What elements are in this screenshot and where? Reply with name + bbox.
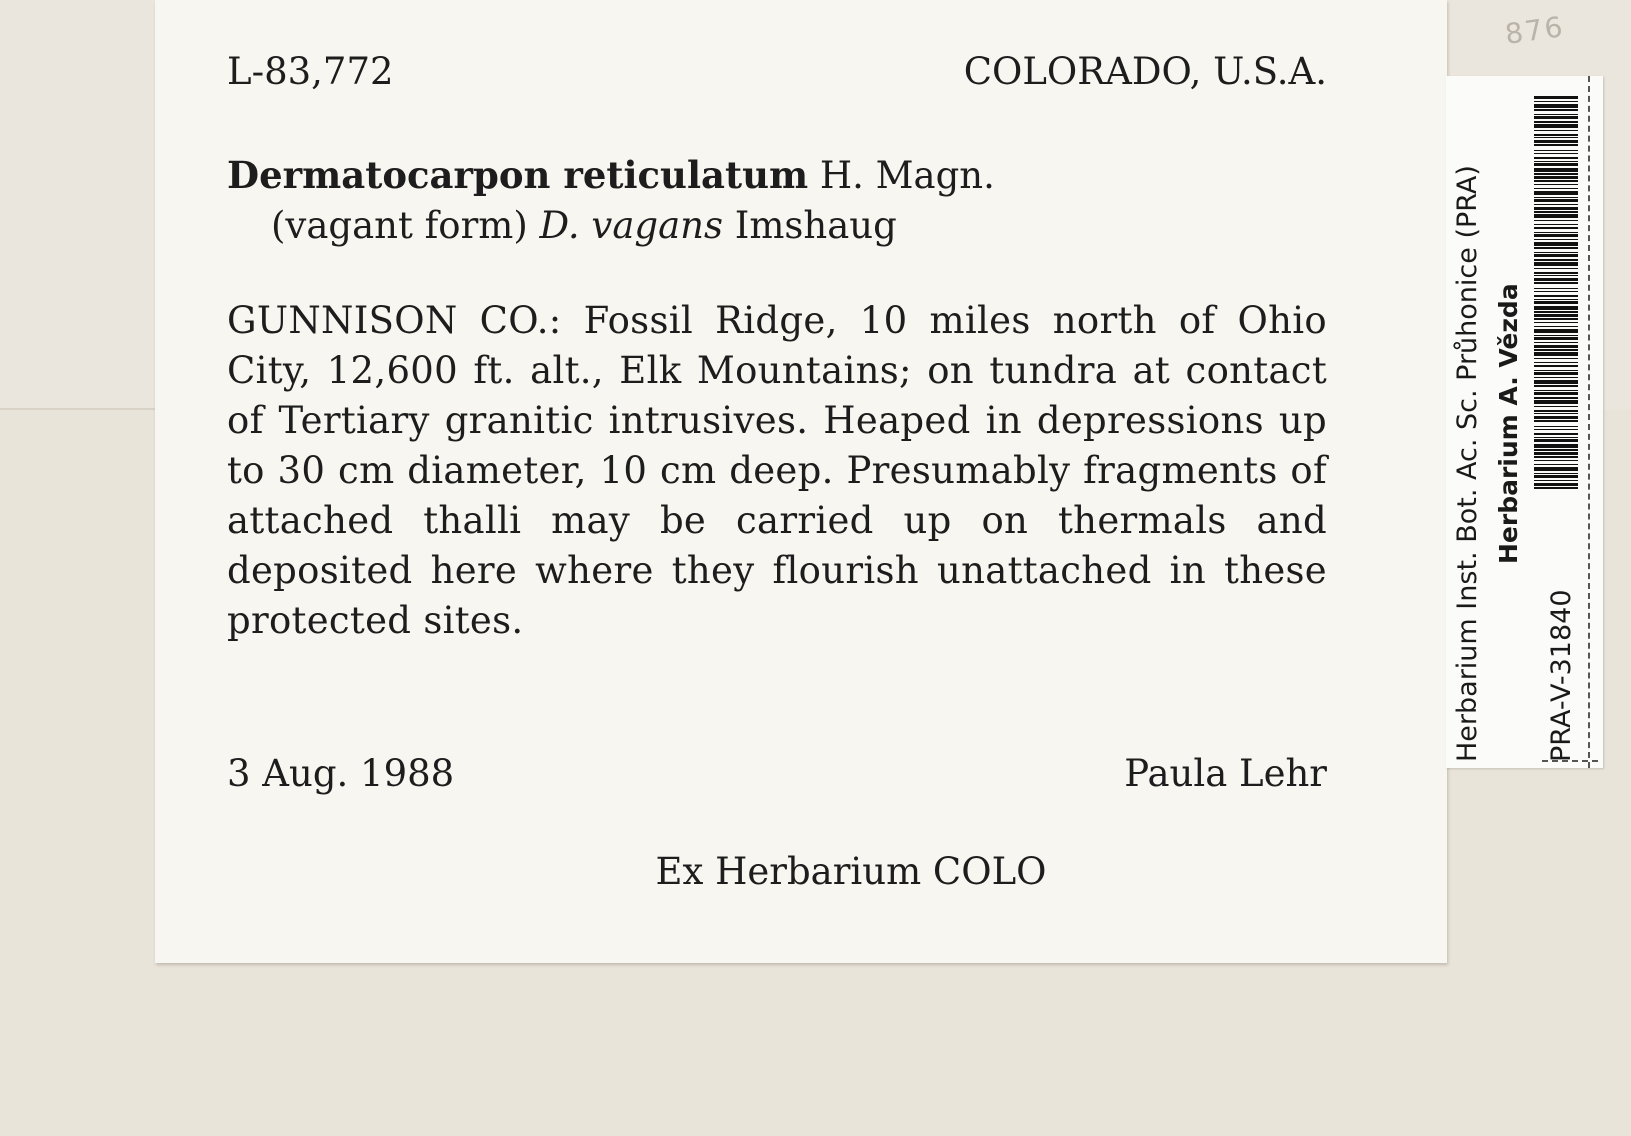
tag-collection: Herbarium A. Vězda (1494, 283, 1523, 564)
ex-herbarium: Ex Herbarium COLO (655, 850, 1047, 893)
tag-specimen-id: PRA-V-31840 (1546, 589, 1577, 762)
synonym-author: Imshaug (722, 204, 897, 247)
region: COLORADO, U.S.A. (963, 50, 1327, 93)
specimen-label (155, 0, 1447, 963)
sheet-fold-line (0, 408, 160, 410)
label-footer (227, 752, 1327, 795)
accession-number: L-83,772 (227, 50, 394, 93)
tag-dashed-edge (1588, 76, 1590, 768)
species-name: Dermatocarpon reticulatum (227, 153, 809, 197)
species-line-1 (227, 150, 995, 201)
label-header (227, 50, 1327, 93)
barcode-tag (1446, 76, 1603, 768)
barcode-bar (1534, 487, 1578, 489)
synonym-name: D. vagans (539, 204, 723, 247)
pencil-note: 876 (1502, 10, 1567, 51)
species-author: H. Magn. (808, 154, 995, 197)
tag-dashed-bottom (1542, 760, 1598, 762)
collection-date: 3 Aug. 1988 (227, 752, 455, 795)
species-block (227, 150, 995, 251)
tag-institution: Herbarium Inst. Bot. Ac. Sc. Průhonice (PRA) (1452, 165, 1483, 762)
barcode-icon (1534, 96, 1578, 488)
species-form: (vagant form) (271, 204, 540, 247)
locality-description: GUNNISON CO.: Fossil Ridge, 10 miles north of Ohio City, 12,600 ft. alt., Elk Mountains; on tundra at contact of Tertiary granitic intrusives. Heaped in depressions up to 30 cm diameter, 10 cm deep. Presumably fragments of attached thalli may be carried up on thermals and deposited here where they flourish unattached in these protected sites. (227, 299, 1327, 642)
collector: Paula Lehr (1124, 752, 1327, 795)
species-line-2 (227, 201, 995, 251)
